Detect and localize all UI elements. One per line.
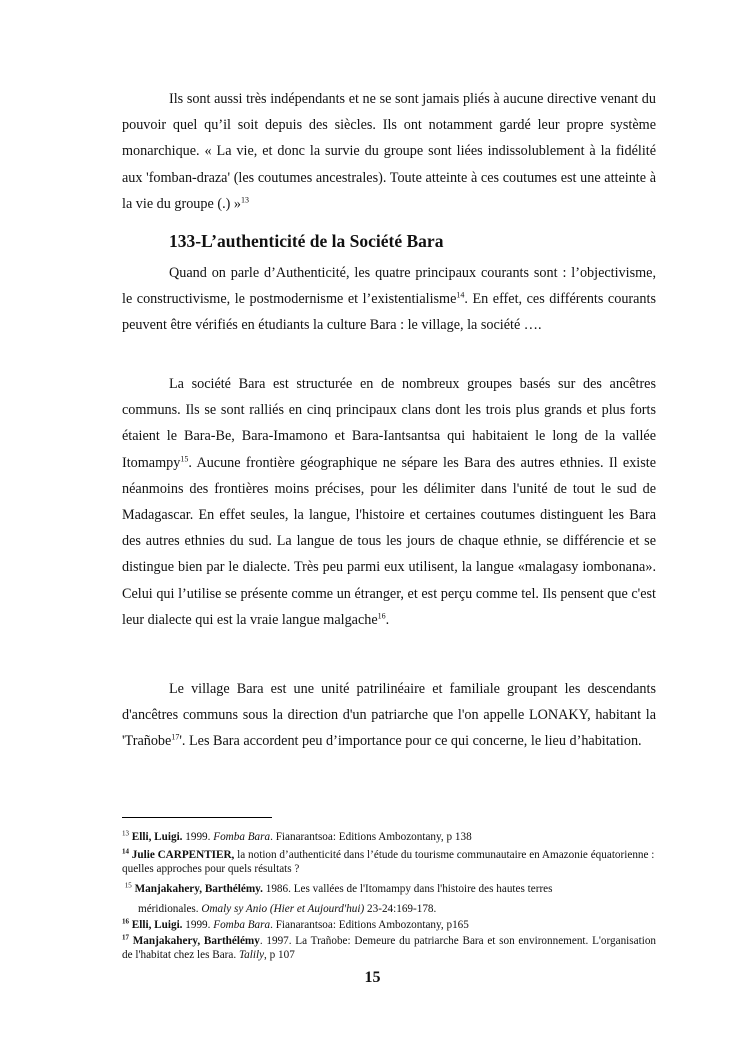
paragraph-authenticity: Quand on parle d’Authenticité, les quatre principaux courants sont : l’objectivisme, le constructivisme, le postmodernisme et l’existentialisme$^{14}$. En effet, ces différents courants peuvent être vérifiés en étudiants la culture Bara : le village, la société …. — [122, 265, 656, 334]
footnote-15: $^{15}$ Manjakahery, Barthélémy. 1986. Les vallées de l'Itomampy dans l'histoire des hautes terres — [124, 881, 553, 895]
page-number: 15 — [364, 969, 381, 986]
footnote-ref-15[interactable]: 15 — [180, 453, 189, 463]
footnote-ref-17[interactable]: 17 — [171, 732, 180, 742]
footnote-ref-16[interactable]: 16 — [377, 611, 386, 621]
paragraph-village: Le village Bara est une unité patrilinéaire et familiale groupant les descendants d'ancêtres communs sous la direction d'un patriarche que l'on appelle LONAKY, habitant la 'Trañobe$^{17}$'. Les Bara accordent peu d’importance pour ce qui concerne, le lieu d’habitation. — [122, 681, 656, 750]
footnote-13: $^{13}$ Elli, Luigi. 1999. Fomba Bara. Fianarantsoa: Editions Ambozontany, p 138 — [122, 829, 472, 843]
footnote-16: $^{16}$ Elli, Luigi. 1999. Fomba Bara. Fianarantsoa: Editions Ambozontany, p165 — [122, 917, 469, 931]
footnote-ref-13[interactable]: 13 — [240, 195, 249, 205]
footnote-ref-14[interactable]: 14 — [456, 290, 465, 300]
paragraph-independence: Ils sont aussi très indépendants et ne se sont jamais pliés à aucune directive venant du pouvoir quel qu’il soit depuis des siècles. Ils ont notamment gardé leur propre système monarchique. « La vie, et donc la survie du groupe sont liées indissolublement à la fidélité aux 'fomban-draza' (les coutumes ancestrales). Toute atteinte à ces coutumes est une atteinte à la vie du groupe (.) »$^{13}$ — [122, 91, 656, 212]
section-heading: 133-L’authenticité de la Société Bara — [169, 231, 444, 251]
footnote-14: $^{14}$ Julie CARPENTIER, la notion d’authenticité dans l’étude du tourisme communautaire en Amazonie équatorienne : quelles approches pour quels résultats ? — [122, 847, 655, 876]
footnote-separator — [122, 817, 272, 818]
footnote-15-continued: méridionales. Omaly sy Anio (Hier et Aujourd'hui) 23-24:169-178. — [138, 903, 437, 915]
footnote-17: $^{17}$ Manjakahery, Barthélémy. 1997. La Trañobe: Demeure du patriarche Bara et son environnement. L'organisation de l'habitat chez les Bara. Talily, p 107 — [122, 933, 657, 962]
paragraph-society-structure: La société Bara est structurée en de nombreux groupes basés sur des ancêtres communs. Ils se sont ralliés en cinq principaux clans dont les trois plus grands et plus forts étaient le Bara-Be, Bara-Imamono et Bara-Iantsantsa qui habitaient le long de la vallée Itomampy$^{15}$. Aucune frontière géographique ne sépare les Bara des autres ethnies. Il existe néanmoins des frontières moins précises, pour les délimiter dans l'unité de tout le sud de Madagascar. En effet seules, la langue, l'histoire et certaines coutumes distinguent les Bara des autres ethnies du sud. La langue de tous les jours de chaque ethnie, se différencie et se distingue bien par le dialecte. Très peu parmi eux utilisent, la langue «malagasy iombonana». Celui qui l’utilise se présente comme un étranger, et est perçu comme tel. Ils pensent que c'est leur dialecte qui est la vraie langue malgache$^{16}$. — [122, 376, 656, 628]
